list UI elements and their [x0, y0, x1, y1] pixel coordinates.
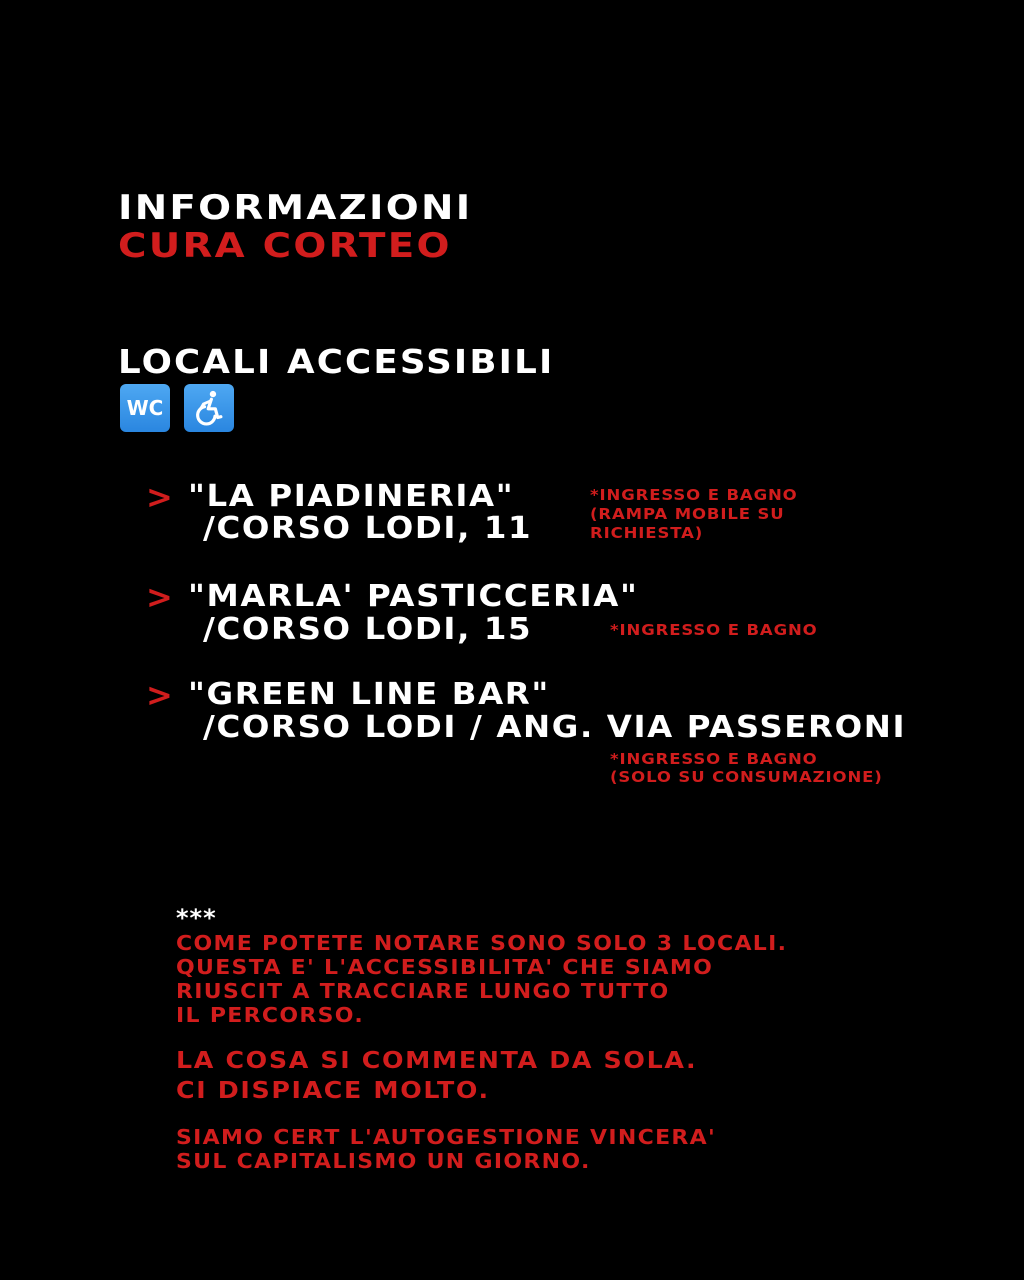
wc-icon [120, 384, 170, 432]
place-note-line: RICHIESTA) [590, 524, 704, 542]
place-name: "MARLA' PASTICCERIA" [188, 579, 639, 614]
place-note-line: *INGRESSO E BAGNO [610, 621, 818, 639]
place-address: /CORSO LODI / ANG. VIA PASSERONI [203, 710, 907, 745]
footer-paragraph-line: QUESTA E' L'ACCESSIBILITA' CHE SIAMO [176, 955, 714, 979]
page-title-line1: INFORMAZIONI [118, 188, 473, 228]
section-heading: LOCALI ACCESSIBILI [118, 342, 555, 381]
footer-paragraph-line: SUL CAPITALISMO UN GIORNO. [176, 1149, 591, 1173]
footer-paragraph-line: CI DISPIACE MOLTO. [176, 1078, 490, 1104]
place-note-line: (RAMPA MOBILE SU [590, 505, 785, 523]
footer-paragraph-line: SIAMO CERT L'AUTOGESTIONE VINCERA' [176, 1125, 717, 1149]
place-name: "GREEN LINE BAR" [188, 677, 550, 712]
place-address: /CORSO LODI, 15 [203, 612, 533, 647]
place-name: "LA PIADINERIA" [188, 479, 515, 514]
list-marker: > [146, 478, 173, 516]
footer-paragraph-line: RIUSCIT A TRACCIARE LUNGO TUTTO [176, 979, 670, 1003]
wc-icon-label: WC [126, 396, 164, 420]
list-marker: > [146, 676, 173, 714]
wheelchair-icon [184, 384, 234, 432]
footer-paragraph-line: LA COSA SI COMMENTA DA SOLA. [176, 1048, 698, 1074]
separator: *** [176, 904, 217, 932]
place-note-line: *INGRESSO E BAGNO [610, 750, 818, 768]
page-title-line2: CURA CORTEO [118, 226, 452, 266]
place-address: /CORSO LODI, 11 [203, 511, 533, 546]
wheelchair-glyph [190, 389, 228, 427]
footer-paragraph-line: IL PERCORSO. [176, 1003, 365, 1027]
place-note-line: *INGRESSO E BAGNO [590, 486, 798, 504]
list-marker: > [146, 578, 173, 616]
place-note-line: (SOLO SU CONSUMAZIONE) [610, 768, 883, 786]
footer-paragraph-line: COME POTETE NOTARE SONO SOLO 3 LOCALI. [176, 931, 788, 955]
